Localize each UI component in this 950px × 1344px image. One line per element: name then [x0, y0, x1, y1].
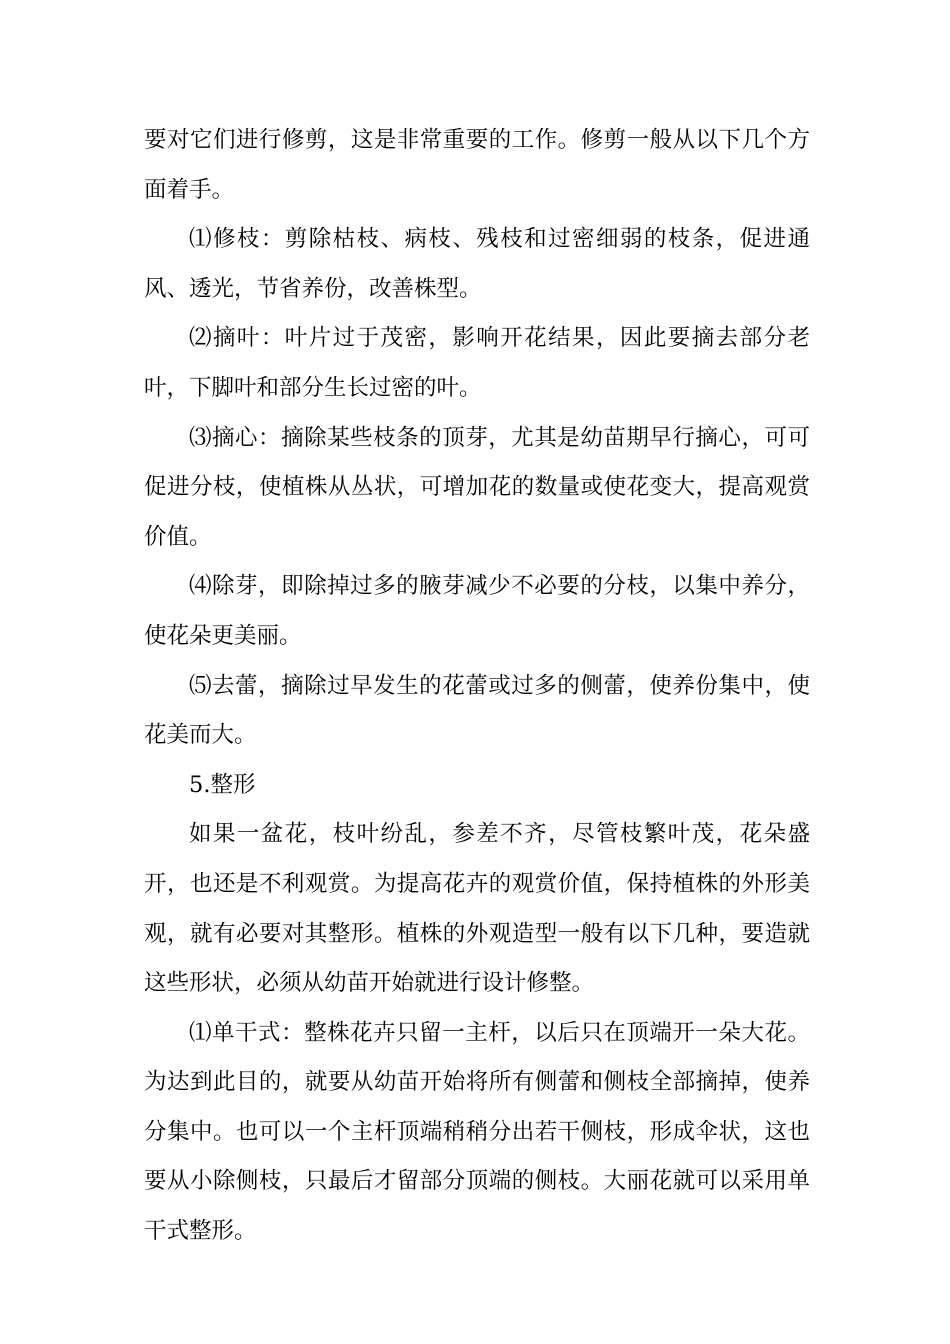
paragraph-intro-continued: 要对它们进行修剪，这是非常重要的工作。修剪一般从以下几个方面着手。: [144, 127, 810, 203]
paragraph-disbudding-shoots: ⑷除芽，即除掉过多的腋芽减少不必要的分枝，以集中养分，使花朵更美丽。: [144, 573, 810, 649]
section-heading-shaping: 5.整形: [189, 771, 256, 798]
paragraph-pinching: ⑶摘心：摘除某些枝条的顶芽，尤其是幼苗期早行摘心，可可促进分枝，使植株从丛状，可增加花的数量或使花变大，提高观赏价值。: [144, 424, 810, 550]
document-body: [144, 116, 810, 1257]
paragraph-remove-leaves: ⑵摘叶：叶片过于茂密，影响开花结果，因此要摘去部分老叶，下脚叶和部分生长过密的叶。: [144, 325, 810, 401]
paragraph-prune-branches: ⑴修枝：剪除枯枝、病枝、残枝和过密细弱的枝条，促进通风、透光，节省养份，改善株型。: [144, 226, 810, 302]
paragraph-single-stem: ⑴单干式：整株花卉只留一主杆，以后只在顶端开一朵大花。为达到此目的，就要从幼苗开始将所有侧蕾和侧枝全部摘掉，使养分集中。也可以一个主杆顶端稍稍分出若干侧枝，形成伞状，这也要从小除侧枝，只最后才留部分顶端的侧枝。大丽花就可以采用单干式整形。: [144, 1019, 810, 1245]
paragraph-removing-buds: ⑸去蕾，摘除过早发生的花蕾或过多的侧蕾，使养份集中，使花美而大。: [144, 672, 810, 749]
paragraph-shaping-intro: 如果一盆花，枝叶纷乱，参差不齐，尽管枝繁叶茂，花朵盛开，也还是不利观赏。为提高花卉的观赏价值，保持植株的外形美观，就有必要对其整形。植株的外观造型一般有以下几种，要造就这些形状，必须从幼苗开始就进行设计修整。: [144, 821, 810, 997]
